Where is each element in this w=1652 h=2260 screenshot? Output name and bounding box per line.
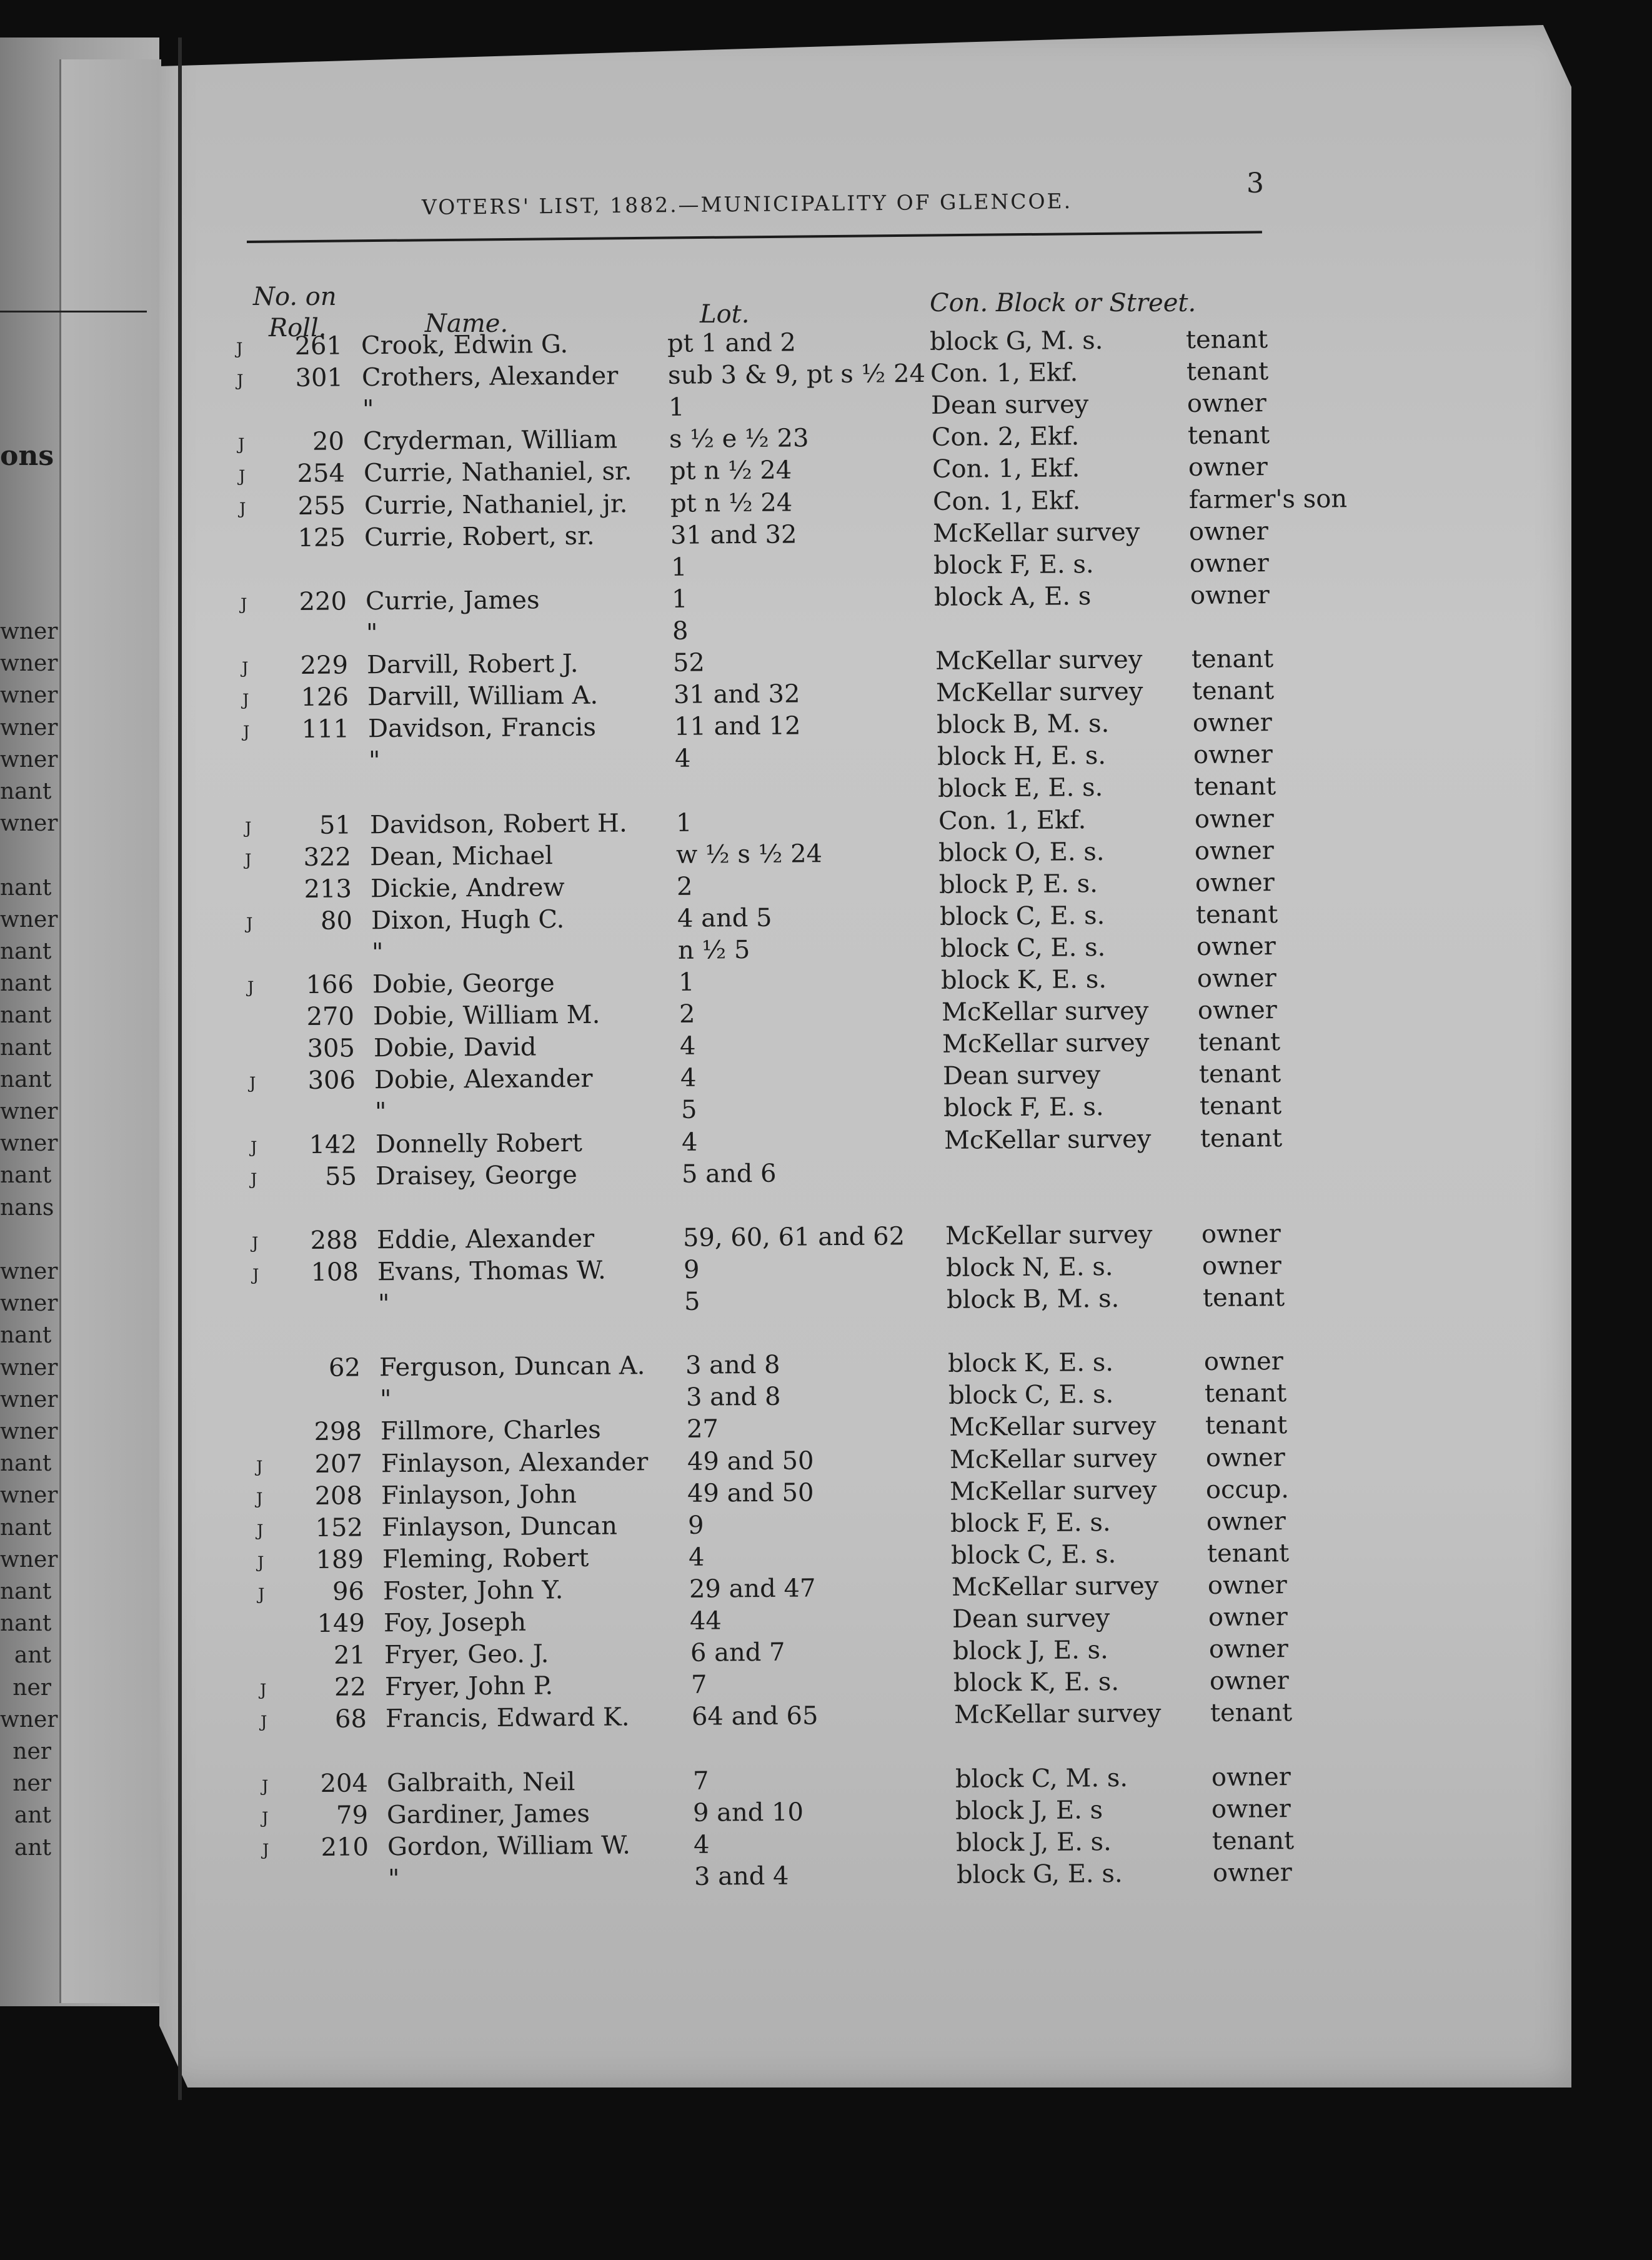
status: tenant: [1198, 1059, 1281, 1089]
juror-mark: J: [251, 1170, 257, 1189]
left-page-fragment: ner: [12, 1739, 51, 1764]
lot: 4: [680, 1063, 697, 1093]
concession-block-street: block K, E. s.: [947, 1348, 1113, 1379]
juror-mark: J: [260, 1712, 267, 1732]
roll-number: 96: [332, 1577, 365, 1606]
roll-number: 68: [334, 1704, 367, 1734]
roll-number: 51: [319, 810, 351, 840]
left-page-fragment: nans: [0, 1194, 54, 1221]
roll-number: 322: [303, 842, 352, 872]
status: tenant: [1199, 1091, 1281, 1121]
status: tenant: [1185, 325, 1268, 355]
concession-block-street: block K, E. s.: [940, 965, 1107, 995]
roll-number: 254: [297, 459, 345, 489]
roll-number: 79: [336, 1801, 369, 1830]
status: owner: [1202, 1251, 1282, 1281]
lot: 27: [686, 1414, 719, 1444]
lot: 2: [677, 872, 693, 901]
voter-name: ": [379, 1385, 392, 1414]
concession-block-street: block F, E. s.: [950, 1508, 1112, 1538]
status: owner: [1190, 580, 1270, 610]
concession-block-street: Con. 1, Ekf.: [932, 454, 1080, 484]
concession-block-street: block N, E. s.: [945, 1252, 1113, 1282]
concession-block-street: Dean survey: [952, 1604, 1110, 1634]
juror-mark: J: [258, 1585, 265, 1604]
column-header-no-on: No. on: [253, 282, 337, 311]
voter-name: Donnelly Robert: [375, 1128, 582, 1159]
juror-mark: J: [241, 659, 249, 678]
status: tenant: [1187, 421, 1270, 451]
lot: 4: [689, 1542, 705, 1572]
roll-number: [286, 1737, 367, 1738]
lot: pt 1 and 2: [667, 328, 797, 358]
lot: 49 and 50: [687, 1478, 814, 1508]
lot: 4: [681, 1128, 698, 1157]
left-page-fragment: nant: [0, 1066, 52, 1092]
juror-mark: J: [247, 978, 254, 998]
lot: 3 and 4: [694, 1861, 789, 1891]
lot: 6 and 7: [690, 1638, 785, 1668]
lot: 4: [679, 1031, 696, 1061]
voter-name: Davidson, Robert H.: [369, 808, 627, 839]
column-header-name: Name.: [425, 309, 509, 338]
lot: 9: [683, 1255, 700, 1284]
concession-block-street: McKellar survey: [950, 1476, 1157, 1506]
voter-name: Fillmore, Charles: [380, 1416, 601, 1446]
status: owner: [1190, 548, 1270, 578]
lot: n ½ 5: [677, 935, 750, 965]
roll-number: 270: [306, 1002, 355, 1032]
lot: 49 and 50: [687, 1446, 814, 1476]
juror-mark: J: [257, 1521, 264, 1541]
juror-mark: J: [242, 691, 249, 710]
roll-number: 126: [301, 682, 349, 712]
voter-name: Dobie, Alexander: [374, 1064, 593, 1095]
voter-name: Crothers, Alexander: [361, 361, 619, 392]
status: owner: [1194, 804, 1274, 834]
left-page-fragment: wner: [0, 1482, 58, 1509]
roll-number: [269, 747, 350, 748]
concession-block-street: block E, E. s.: [937, 773, 1103, 804]
roll-number: [274, 1098, 356, 1099]
left-page-fragment: ant: [14, 1642, 51, 1669]
status: tenant: [1192, 676, 1275, 706]
status: owner: [1201, 1219, 1281, 1249]
status: tenant: [1202, 1283, 1285, 1313]
concession-block-street: block C, E. s.: [940, 932, 1106, 963]
status: owner: [1208, 1634, 1288, 1664]
roll-number: 208: [314, 1481, 363, 1511]
concession-block-street: Dean survey: [942, 1061, 1101, 1091]
concession-block-street: Dean survey: [930, 390, 1089, 421]
concession-block-street: McKellar survey: [935, 677, 1143, 708]
status: owner: [1189, 516, 1269, 546]
status: tenant: [1200, 1123, 1282, 1153]
voter-name: Foster, John Y.: [382, 1576, 564, 1606]
lot: 2: [679, 999, 695, 1029]
lot: 64 and 65: [691, 1701, 819, 1732]
voter-name: Darvill, Robert J.: [366, 649, 579, 680]
voter-name: Finlayson, Duncan: [382, 1511, 618, 1542]
page-number: 3: [1246, 168, 1264, 199]
juror-mark: J: [238, 467, 246, 487]
status: tenant: [1193, 772, 1276, 802]
roll-number: [278, 1289, 359, 1290]
left-page-fragment: wner: [0, 682, 58, 709]
voter-name: Darvill, William A.: [367, 681, 599, 712]
concession-block-street: McKellar survey: [941, 996, 1149, 1027]
juror-mark: J: [242, 722, 250, 742]
juror-mark: J: [236, 371, 244, 391]
roll-number: 255: [297, 491, 346, 521]
juror-mark: J: [261, 1777, 269, 1796]
lot: 3 and 8: [685, 1350, 780, 1381]
left-page-fragment: wner: [0, 619, 58, 644]
roll-number: 149: [317, 1609, 366, 1638]
concession-block-street: block C, E. s.: [951, 1539, 1117, 1570]
voter-name: Cryderman, William: [362, 425, 617, 456]
status: tenant: [1207, 1538, 1290, 1568]
status: owner: [1187, 389, 1266, 419]
roll-number: 20: [312, 427, 344, 457]
status: owner: [1209, 1666, 1289, 1696]
juror-mark: J: [246, 914, 253, 934]
left-page-fragment: ner: [12, 1771, 51, 1797]
roll-number: 261: [294, 331, 343, 361]
left-page-fragment: wner: [0, 906, 58, 932]
roll-number: 213: [304, 874, 352, 904]
lot: 3 and 8: [685, 1382, 781, 1412]
juror-mark: J: [239, 499, 246, 519]
juror-mark: J: [236, 339, 243, 359]
left-page-fragment: nant: [0, 1451, 52, 1477]
left-page-fragment: nant: [0, 779, 52, 804]
status: occup.: [1206, 1474, 1290, 1504]
roll-number: 305: [307, 1034, 355, 1064]
left-page-fragment: nant: [0, 1034, 52, 1061]
status: owner: [1207, 1506, 1286, 1536]
concession-block-street: block J, E. s.: [952, 1636, 1108, 1666]
status: owner: [1197, 964, 1276, 994]
concession-block-street: block A, E. s: [934, 581, 1092, 612]
status: tenant: [1186, 357, 1269, 387]
column-header-roll: Roll.: [269, 314, 327, 342]
status: owner: [1195, 868, 1275, 898]
roll-number: 210: [321, 1832, 369, 1862]
juror-mark: J: [259, 1681, 267, 1700]
voter-name: Gardiner, James: [387, 1799, 590, 1829]
roll-number: [272, 938, 353, 939]
voter-name: Davidson, Francis: [367, 712, 596, 744]
roll-number: 152: [315, 1513, 364, 1542]
left-page-fragment: wner: [0, 714, 58, 741]
roll-number: 204: [319, 1768, 368, 1798]
roll-number: 288: [310, 1226, 359, 1255]
concession-block-street: McKellar survey: [943, 1124, 1152, 1155]
concession-block-street: McKellar survey: [948, 1411, 1157, 1442]
voter-name: Crook, Edwin G.: [361, 329, 569, 361]
voter-name: Evans, Thomas W.: [377, 1256, 606, 1287]
left-page-fragment: nant: [0, 1579, 52, 1604]
left-page-fragment: nant: [0, 1002, 52, 1029]
left-page-fragment: ant: [14, 1834, 51, 1861]
concession-block-street: block B, M. s.: [936, 709, 1110, 740]
roll-number: 229: [300, 651, 349, 680]
column-header-con-block-street: Con. Block or Street.: [930, 289, 1197, 318]
left-page-fragment: wner: [0, 1291, 58, 1317]
lot: 4 and 5: [677, 903, 772, 933]
juror-mark: J: [250, 1138, 257, 1158]
status: tenant: [1210, 1698, 1293, 1728]
left-page-fragment: wner: [0, 1419, 58, 1444]
juror-mark: J: [249, 1074, 256, 1093]
left-page-fragment: nant: [0, 1514, 52, 1541]
lot: s ½ e ½ 23: [669, 424, 809, 454]
voter-name: Currie, Robert, sr.: [364, 521, 595, 552]
voter-name: Finlayson, John: [381, 1479, 577, 1510]
lot: 11 and 12: [674, 711, 801, 742]
concession-block-street: McKellar survey: [949, 1444, 1157, 1474]
concession-block-street: block O, E. s.: [938, 837, 1105, 868]
page-title: VOTERS' LIST, 1882.—MUNICIPALITY OF GLENCOE.: [421, 189, 1073, 219]
concession-block-street: block K, E. s.: [953, 1668, 1119, 1698]
voter-name: Fryer, John P.: [384, 1671, 554, 1702]
roll-number: 21: [333, 1641, 366, 1670]
concession-block-street: Con. 2, Ekf.: [931, 422, 1080, 452]
roll-number: [265, 555, 346, 556]
juror-mark: J: [244, 819, 252, 838]
concession-block-street: McKellar survey: [935, 645, 1143, 676]
status: owner: [1203, 1347, 1283, 1377]
lot: 7: [690, 1670, 707, 1700]
roll-number: 111: [301, 714, 349, 744]
left-page-fragment: nant: [0, 971, 52, 997]
concession-block-street: block G, E. s.: [957, 1859, 1123, 1889]
left-page-fragment: ant: [14, 1802, 51, 1829]
juror-mark: J: [257, 1553, 264, 1572]
voter-name: Draisey, George: [376, 1160, 578, 1191]
status: tenant: [1204, 1379, 1287, 1409]
voter-name: Finlayson, Alexander: [381, 1447, 648, 1478]
left-page-fragment: wner: [0, 746, 58, 772]
roll-number: 298: [314, 1417, 362, 1447]
voter-name: Currie, Nathaniel, sr.: [363, 457, 632, 488]
status: owner: [1192, 708, 1272, 738]
voter-name: ": [377, 1289, 390, 1319]
concession-block-street: McKellar survey: [951, 1571, 1159, 1602]
lot: 4: [694, 1830, 710, 1859]
concession-block-street: Con. 1, Ekf.: [930, 358, 1078, 388]
voter-name: Dean, Michael: [370, 841, 554, 871]
lot: 4: [674, 744, 691, 774]
voter-name: Fryer, Geo. J.: [384, 1639, 549, 1670]
lot: 29 and 47: [689, 1574, 816, 1604]
left-page-fragment: nant: [0, 1162, 52, 1189]
voter-name: Foy, Joseph: [383, 1608, 527, 1638]
voter-name: ": [371, 938, 384, 968]
juror-mark: J: [245, 851, 252, 870]
roll-number: 207: [314, 1449, 362, 1479]
voter-name: ": [366, 618, 378, 648]
lot: pt n ½ 24: [670, 488, 792, 518]
status: owner: [1188, 452, 1268, 482]
voter-name: Dixon, Hugh C.: [371, 904, 565, 936]
juror-mark: J: [256, 1489, 263, 1509]
left-page-fragment: ner: [12, 1674, 51, 1701]
voter-name: ": [368, 746, 381, 776]
lot: 5: [684, 1287, 700, 1316]
juror-mark: J: [252, 1234, 259, 1253]
status: owner: [1212, 1858, 1293, 1888]
roll-number: 301: [295, 363, 344, 393]
concession-block-street: block G, M. s.: [929, 326, 1103, 356]
status: owner: [1208, 1602, 1288, 1632]
left-page-fragment: wner: [0, 1099, 58, 1124]
roll-number: 22: [334, 1672, 366, 1702]
left-page-fragment: wner: [0, 1386, 58, 1412]
status: owner: [1196, 932, 1276, 961]
voter-name: Gordon, William W.: [387, 1831, 631, 1861]
left-page-heading-fragment: ons: [0, 440, 54, 472]
status: tenant: [1198, 1028, 1281, 1058]
concession-block-street: block B, M. s.: [946, 1284, 1120, 1314]
lot: 1: [672, 584, 688, 614]
roll-number: 125: [297, 523, 346, 552]
lot: pt n ½ 24: [669, 456, 792, 486]
lot: sub 3 & 9, pt s ½ 24: [667, 359, 926, 390]
voter-name: Dickie, Andrew: [371, 872, 565, 903]
concession-block-street: McKellar survey: [953, 1699, 1162, 1730]
column-header-lot: Lot.: [700, 300, 750, 329]
lot: 5 and 6: [682, 1159, 777, 1189]
voter-name: Fleming, Robert: [382, 1543, 589, 1574]
voter-name: ": [388, 1864, 400, 1894]
left-page-fragment: nant: [0, 939, 52, 964]
status: owner: [1193, 740, 1273, 770]
left-page-fragment: nant: [0, 874, 52, 901]
left-page-fragment: wner: [0, 1131, 58, 1157]
lot: 9 and 10: [693, 1798, 804, 1828]
concession-block-street: Con. 1, Ekf.: [932, 486, 1080, 516]
roll-number: 62: [328, 1353, 361, 1382]
voter-name: ": [374, 1098, 387, 1127]
juror-mark: J: [262, 1809, 269, 1828]
roll-number: 166: [306, 970, 354, 999]
roll-number: 306: [307, 1066, 356, 1096]
juror-mark: J: [262, 1841, 269, 1860]
concession-block-street: McKellar survey: [942, 1028, 1150, 1059]
voter-name: Galbraith, Neil: [386, 1767, 575, 1798]
concession-block-street: block C, M. s.: [955, 1763, 1128, 1794]
lot: 5: [680, 1096, 697, 1125]
concession-block-street: block F, E. s.: [933, 549, 1095, 580]
concession-block-street: block P, E. s.: [939, 869, 1098, 899]
concession-block-street: block J, E. s: [955, 1795, 1103, 1826]
left-page-fragment: nant: [0, 1611, 52, 1637]
status: tenant: [1212, 1826, 1295, 1856]
status: owner: [1212, 1794, 1291, 1824]
voter-name: Ferguson, Duncan A.: [379, 1351, 645, 1382]
voter-name: Dobie, George: [372, 969, 555, 999]
voter-name: Currie, James: [366, 586, 540, 616]
roll-number: 220: [299, 587, 347, 616]
voter-name: ": [362, 395, 374, 424]
concession-block-street: block C, E. s.: [948, 1380, 1114, 1411]
roll-number: 55: [325, 1162, 357, 1191]
lot: 31 and 32: [673, 679, 800, 709]
status: tenant: [1205, 1411, 1287, 1441]
juror-mark: J: [237, 435, 245, 454]
left-page-fragment: wner: [0, 1259, 58, 1284]
lot: 59, 60, 61 and 62: [683, 1222, 905, 1252]
lot: w ½ s ½ 24: [676, 839, 823, 869]
voter-name: Eddie, Alexander: [377, 1224, 595, 1255]
lot: 31 and 32: [670, 519, 797, 550]
roll-number: 142: [308, 1129, 357, 1159]
status: farmer's son: [1188, 484, 1347, 514]
concession-block-street: block J, E. s.: [956, 1827, 1112, 1858]
left-page-fragment: wner: [0, 1354, 58, 1381]
roll-number: 108: [311, 1258, 359, 1287]
juror-mark: J: [241, 595, 247, 614]
status: owner: [1207, 1571, 1288, 1600]
concession-block-street: Con. 1, Ekf.: [938, 805, 1086, 836]
lot: 1: [675, 808, 692, 838]
status: owner: [1205, 1442, 1285, 1472]
roll-number: 189: [316, 1545, 364, 1574]
juror-mark: J: [252, 1266, 259, 1285]
lot: 52: [672, 648, 705, 678]
voter-name: Dobie, David: [373, 1032, 537, 1063]
status: owner: [1211, 1762, 1291, 1792]
voter-name: Currie, Nathaniel, jr.: [364, 489, 627, 520]
juror-mark: J: [256, 1458, 263, 1477]
status: tenant: [1195, 899, 1278, 929]
left-page-fragment: wner: [0, 1706, 58, 1732]
left-page-fragment: wner: [0, 1546, 58, 1572]
concession-block-street: block C, E. s.: [940, 901, 1105, 931]
concession-block-street: block F, E. s.: [943, 1092, 1104, 1123]
lot: 8: [672, 616, 689, 646]
left-page-fragment: nant: [0, 1322, 52, 1349]
roll-number: [288, 1864, 369, 1865]
lot: 44: [689, 1606, 722, 1636]
concession-block-street: block H, E. s.: [937, 741, 1106, 772]
left-page-fragment: wner: [0, 811, 58, 837]
concession-block-street: McKellar survey: [933, 518, 1140, 548]
lot: 7: [692, 1766, 709, 1796]
voter-name: Francis, Edward K.: [385, 1702, 630, 1734]
voter-name: Dobie, William M.: [372, 1000, 600, 1031]
lot: 1: [671, 552, 687, 582]
lot: 1: [678, 968, 695, 997]
left-page-fragment: wner: [0, 651, 58, 677]
lot: 1: [668, 392, 685, 422]
status: owner: [1195, 836, 1275, 866]
status: owner: [1197, 996, 1277, 1026]
roll-number: 80: [321, 906, 353, 936]
status: tenant: [1191, 644, 1274, 674]
lot: 9: [688, 1511, 704, 1540]
concession-block-street: McKellar survey: [945, 1220, 1153, 1251]
